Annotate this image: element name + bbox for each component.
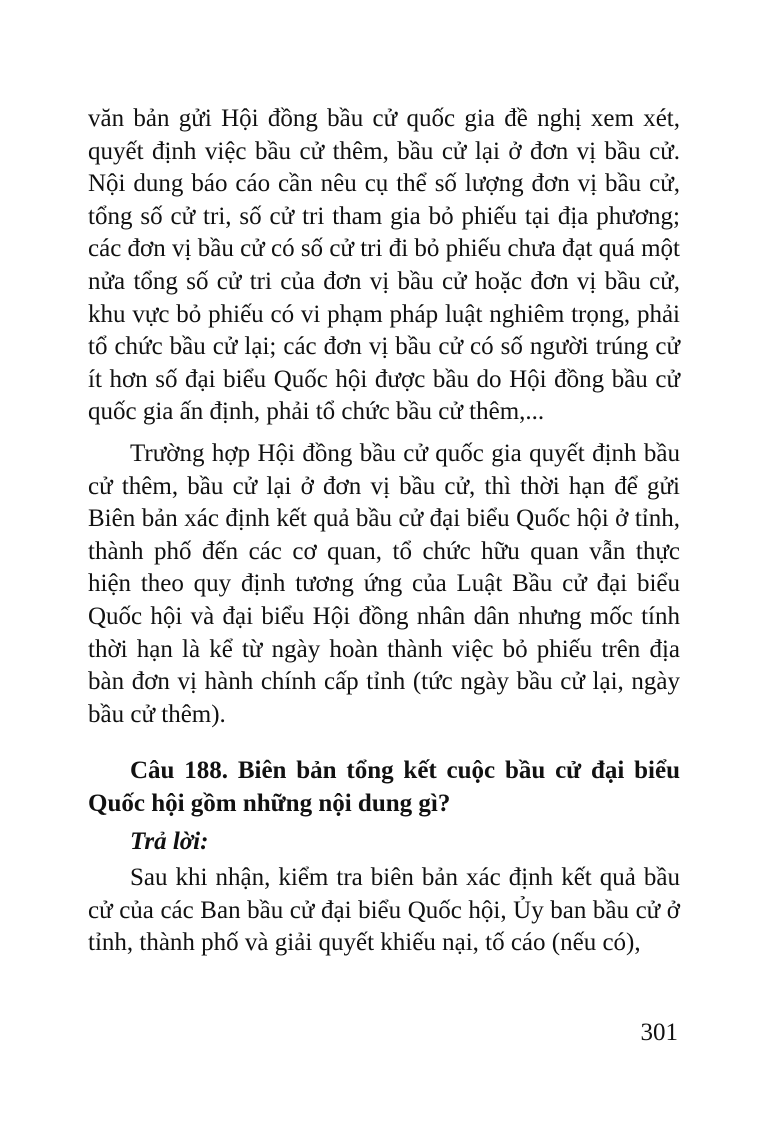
page-body bbox=[88, 103, 680, 960]
question-heading: Câu 188. Biên bản tổng kết cuộc bầu cử đại biểu Quốc hội gồm những nội dung gì? bbox=[88, 757, 680, 817]
page-number: 301 bbox=[640, 1019, 678, 1046]
body-paragraph-continued: văn bản gửi Hội đồng bầu cử quốc gia đề nghị xem xét, quyết định việc bầu cử thêm, bầu cử lại ở đơn vị bầu cử. Nội dung báo cáo cần nêu cụ thể số lượng đơn vị bầu cử, tổng số cử tri, số cử tri tham gia bỏ phiếu tại địa phương; các đơn vị bầu cử có số cử tri đi bỏ phiếu chưa đạt quá một nửa tổng số cử tri của đơn vị bầu cử hoặc đơn vị bầu cử, khu vực bỏ phiếu có vi phạm pháp luật nghiêm trọng, phải tổ chức bầu cử lại; các đơn vị bầu cử có số người trúng cử ít hơn số đại biểu Quốc hội được bầu do Hội đồng bầu cử quốc gia ấn định, phải tổ chức bầu cử thêm,... bbox=[88, 105, 680, 426]
answer-paragraph: Sau khi nhận, kiểm tra biên bản xác định kết quả bầu cử của các Ban bầu cử đại biểu Quốc hội, Ủy ban bầu cử ở tỉnh, thành phố và giải quyết khiếu nại, tố cáo (nếu có), bbox=[88, 864, 680, 957]
body-paragraph: Trường hợp Hội đồng bầu cử quốc gia quyết định bầu cử thêm, bầu cử lại ở đơn vị bầu cử, thì thời hạn để gửi Biên bản xác định kết quả bầu cử đại biểu Quốc hội ở tỉnh, thành phố đến các cơ quan, tổ chức hữu quan vẫn thực hiện theo quy định tương ứng của Luật Bầu cử đại biểu Quốc hội và đại biểu Hội đồng nhân dân nhưng mốc tính thời hạn là kể từ ngày hoàn thành việc bỏ phiếu trên địa bàn đơn vị hành chính cấp tỉnh (tức ngày bầu cử lại, ngày bầu cử thêm). bbox=[88, 439, 680, 728]
answer-label: Trả lời: bbox=[130, 828, 209, 856]
